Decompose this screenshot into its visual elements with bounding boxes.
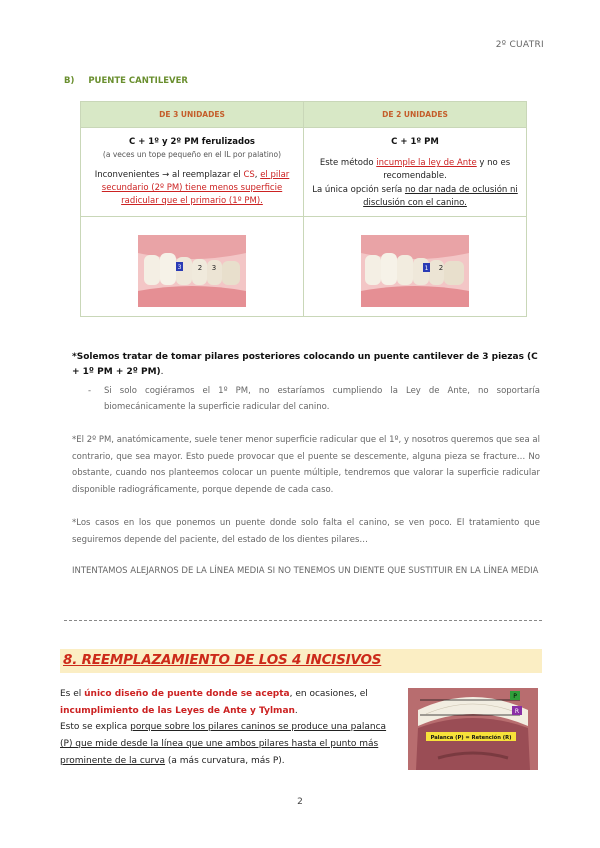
tooth-label-1b: 1 <box>424 264 429 272</box>
body8-t1: Es el <box>60 689 85 699</box>
xray-formula-label: Palanca (P) = Retención (R) <box>430 735 512 741</box>
table-header-2-units: DE 2 UNIDADES <box>304 102 527 128</box>
section-8-line-2 <box>60 719 400 769</box>
teeth-photo-3-units <box>138 235 246 307</box>
col1-text-cs: CS <box>243 169 255 180</box>
col2-text-b: y no es recomendable. <box>383 158 511 182</box>
tooth-label-1: 3 <box>177 263 182 271</box>
body8-t6: Esto se explica <box>60 722 131 733</box>
col1-text-b: , <box>254 169 261 180</box>
comparison-table <box>80 101 527 317</box>
section-8-title: 8. REEMPLAZAMIENTO DE LOS 4 INCISIVOS <box>63 652 382 668</box>
section-b-title: PUENTE CANTILEVER <box>88 76 188 86</box>
col2-text-2 <box>312 184 518 210</box>
col2-text-red: incumple la ley de Ante <box>376 158 477 169</box>
col2-text-c: La única opción sería <box>312 184 405 195</box>
tooth-label-2: 2 <box>197 263 203 272</box>
tooth-label-3: 3 <box>211 263 217 272</box>
col2-text-ul: no dar nada de oclusión ni disclusión con el canino. <box>363 184 518 208</box>
col1-text-red: el pilar secundario (2º PM) tiene menos superficie radicular que el primario (1º PM). <box>101 169 290 207</box>
body8-t2: único diseño de puente donde se acepta <box>84 689 290 699</box>
body8-t8: (a más curvatura, más P). <box>165 755 285 766</box>
dash-item-text: Si solo cogiéramos el 1º PM, no estaríamos cumpliendo la Ley de Ante, no soportaría biomecánicamente la superficie radicular del canino. <box>104 386 540 413</box>
col1-text-a: Inconvenientes → al reemplazar el <box>94 169 244 180</box>
section-divider <box>64 620 542 621</box>
paragraph-2pm: *El 2º PM, anatómicamente, suele tener menor superficie radicular que el 1º, y nosotros queremos que sea al contrario, que sea mayor. Esto puede provocar que el puente se descemente, alguna pieza se fracture… No obstante, cuando nos planteemos colocar un puente múltiple, tendremos que valorar la superficie radicular disponible radiográficamente, porque depende de cada caso. <box>72 435 540 495</box>
dash-list-item <box>88 383 540 415</box>
paragraph-midline: INTENTAMOS ALEJARNOS DE LA LÍNEA MEDIA SI NO TENEMOS UN DIENTE QUE SUSTITUIR EN LA LÍNEA MEDIA <box>72 566 539 576</box>
note-cantilever <box>72 350 540 380</box>
col1-text <box>89 169 295 209</box>
section-8-body <box>60 686 400 769</box>
header-course: 2º CUATRI <box>495 40 544 50</box>
section-8-line-1 <box>60 686 400 719</box>
body8-t7: porque sobre los pilares caninos se produce una palanca (P) que mide desde la línea que une ambos pilares hasta el punto más prominente de la curva <box>60 722 387 766</box>
tooth-label-2b: 2 <box>438 263 444 272</box>
col2-title: C + 1º PM <box>391 137 439 147</box>
xray-r-label: R <box>514 708 520 715</box>
section-b-label: B) <box>64 76 75 86</box>
note-cantilever-bold: *Solemos tratar de tomar pilares posteriores colocando un puente cantilever de 3 piezas (C + 1º PM + 2º PM) <box>72 352 538 377</box>
teeth-photo-2-units <box>361 235 469 307</box>
paragraph-canine-cases: *Los casos en los que ponemos un puente donde solo falta el canino, se ven poco. El tratamiento que seguiremos depende del paciente, del estado de los dientes pilares… <box>72 518 540 545</box>
incisors-arch-photo <box>408 688 538 770</box>
teeth-photo-2-units-cell <box>304 216 527 316</box>
section-8-heading <box>60 649 542 673</box>
page-number: 2 <box>297 797 303 807</box>
table-cell-3-units <box>81 128 304 217</box>
body8-t5: . <box>294 705 298 716</box>
table-header-3-units: DE 3 UNIDADES <box>81 102 304 128</box>
teeth-photo-3-units-cell <box>81 216 304 316</box>
col2-text-a: Este método <box>319 158 377 169</box>
body8-t4: incumplimiento de las Leyes de Ante y Tylman <box>60 705 295 716</box>
section-b-heading <box>64 76 188 86</box>
xray-p-label: P <box>513 693 517 700</box>
col1-title: C + 1º y 2º PM ferulizados <box>129 137 255 147</box>
col1-subtitle: (a veces un tope pequeño en el IL por palatino) <box>102 150 282 160</box>
dash-bullet: - <box>88 386 92 396</box>
body8-t3: , en ocasiones, el <box>289 689 368 699</box>
note-cantilever-end: . <box>160 366 164 377</box>
col2-text <box>312 157 518 183</box>
table-cell-2-units <box>304 128 527 217</box>
